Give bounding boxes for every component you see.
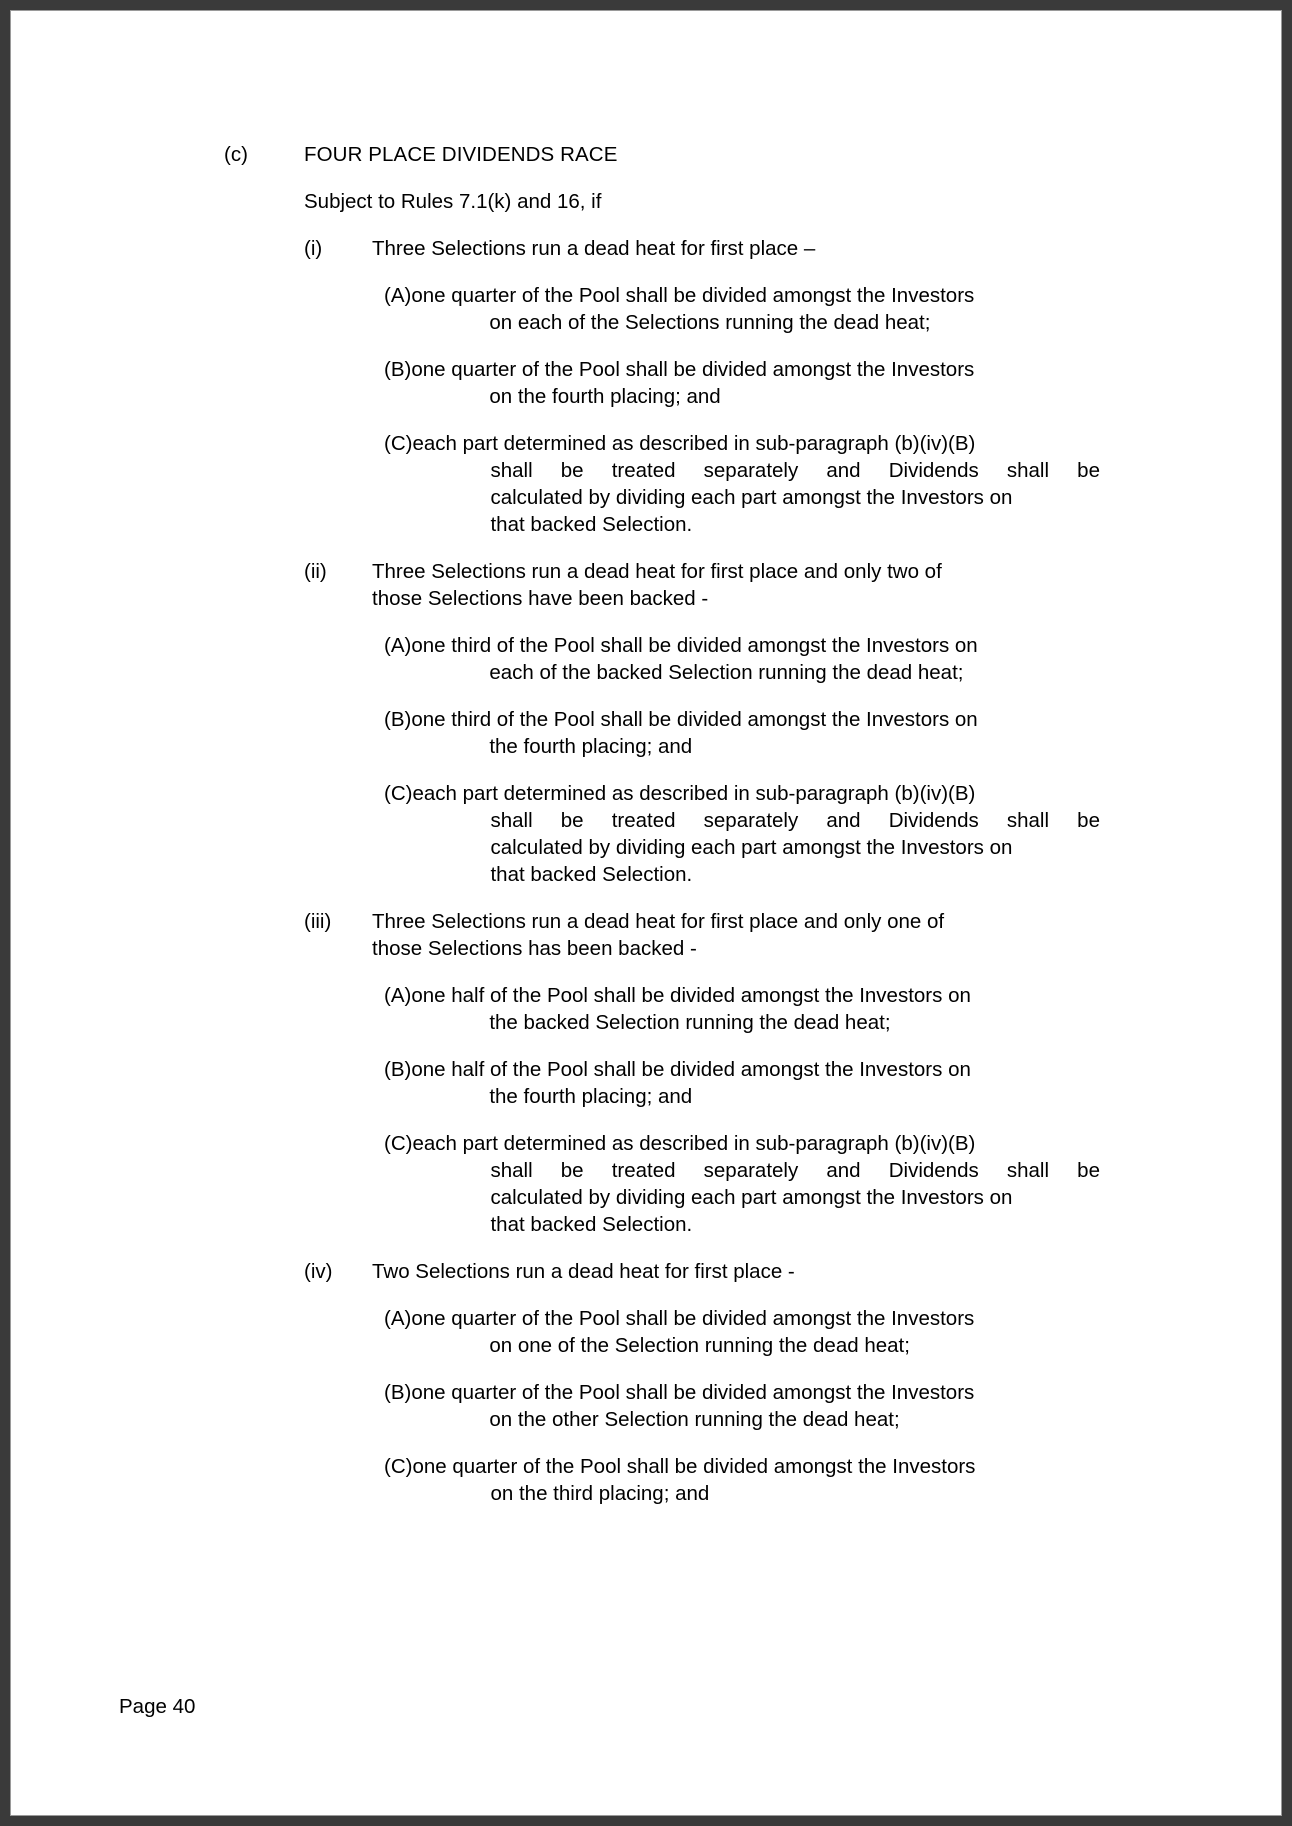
numbered-item-line: those Selections has been backed - <box>372 937 697 960</box>
sub-paragraph-line: on the third placing; and <box>490 1482 710 1505</box>
sub-paragraph-line: on each of the Selections running the dead heat; <box>489 311 931 334</box>
justified-word: and <box>826 809 861 832</box>
justified-word: shall <box>490 809 533 832</box>
sub-paragraph-line: the fourth placing; and <box>489 735 693 758</box>
sub-paragraph-line: each of the backed Selection running the dead heat; <box>489 661 964 684</box>
page-sheet <box>10 10 1282 1816</box>
page-body <box>11 11 1281 1815</box>
justified-word: be <box>1077 809 1100 832</box>
justified-word: separately <box>703 809 799 832</box>
numbered-item-marker: (i) <box>304 237 323 260</box>
sub-paragraph <box>384 430 1100 538</box>
justified-word: treated <box>611 459 676 482</box>
sub-paragraph-line: each part determined as described in sub-paragraph (b)(iv)(B) <box>412 1132 976 1155</box>
numbered-item <box>304 558 1100 612</box>
justified-word: separately <box>703 1159 799 1182</box>
numbered-item <box>304 235 1100 262</box>
sub-paragraph-text <box>411 1379 1100 1433</box>
sub-paragraph-text <box>412 780 1100 888</box>
sub-paragraph-text <box>411 706 1100 760</box>
sub-paragraph-text <box>411 632 1100 686</box>
sub-paragraph-line: on one of the Selection running the dead heat; <box>489 1334 910 1357</box>
sub-paragraph-line: one half of the Pool shall be divided amongst the Investors on <box>411 1058 971 1081</box>
numbered-item-text <box>372 908 1100 962</box>
sub-paragraph-marker: (B) <box>384 1058 412 1081</box>
sub-paragraph-text <box>411 356 1100 410</box>
sub-paragraph-text <box>411 282 1100 336</box>
sub-paragraph <box>384 1305 1100 1359</box>
clause-lead-in: Subject to Rules 7.1(k) and 16, if <box>304 190 602 213</box>
sub-paragraph-line: the fourth placing; and <box>489 1085 693 1108</box>
sub-paragraph-marker: (B) <box>384 708 412 731</box>
page-title: FOUR PLACE DIVIDENDS RACE <box>304 143 618 166</box>
numbered-item-line: Three Selections run a dead heat for first place and only one of <box>372 910 945 933</box>
clause-heading <box>224 141 1100 168</box>
sub-paragraph-line: that backed Selection. <box>490 513 693 536</box>
sub-paragraph-text <box>412 1453 1100 1507</box>
justified-word: Dividends <box>888 809 979 832</box>
numbered-item-line: Two Selections run a dead heat for first place - <box>372 1260 795 1283</box>
justified-word: shall <box>1006 459 1050 482</box>
sub-paragraph <box>384 632 1100 686</box>
sub-paragraph-line: that backed Selection. <box>490 1213 693 1236</box>
sub-paragraph-line: one half of the Pool shall be divided amongst the Investors on <box>411 984 971 1007</box>
sub-paragraph-marker: (A) <box>384 1307 412 1330</box>
justified-word: and <box>826 459 861 482</box>
sub-paragraph-text <box>411 1305 1100 1359</box>
numbered-item-line: Three Selections run a dead heat for first place – <box>372 237 816 260</box>
sub-paragraph-marker: (B) <box>384 1381 412 1404</box>
sub-paragraph-line: one quarter of the Pool shall be divided amongst the Investors <box>411 1307 975 1330</box>
justified-word: separately <box>703 459 799 482</box>
sub-paragraph-marker: (A) <box>384 984 412 1007</box>
numbered-item <box>304 908 1100 962</box>
sub-paragraph-line: that backed Selection. <box>490 863 693 886</box>
sub-paragraph-marker: (A) <box>384 284 412 307</box>
sub-paragraph-line: one quarter of the Pool shall be divided amongst the Investors <box>411 358 975 381</box>
sub-paragraph <box>384 356 1100 410</box>
justified-word: be <box>560 459 584 482</box>
justified-word: and <box>826 1159 861 1182</box>
justified-word: shall <box>490 1159 533 1182</box>
sub-paragraph-line: calculated by dividing each part amongst the Investors on <box>490 486 1013 509</box>
sub-paragraph-line <box>412 807 1100 834</box>
sub-paragraph-marker: (C) <box>384 432 413 455</box>
sub-paragraph-line: one third of the Pool shall be divided amongst the Investors on <box>411 634 978 657</box>
numbered-item-list <box>224 235 1100 1507</box>
justified-word: be <box>1077 459 1100 482</box>
numbered-item-marker: (ii) <box>304 560 327 583</box>
sub-paragraph-line: the backed Selection running the dead heat; <box>489 1011 891 1034</box>
sub-paragraph-marker: (C) <box>384 1132 413 1155</box>
numbered-item <box>304 1258 1100 1285</box>
sub-paragraph-line: on the other Selection running the dead heat; <box>489 1408 900 1431</box>
numbered-item-line: those Selections have been backed - <box>372 587 709 610</box>
sub-paragraph-line: one third of the Pool shall be divided amongst the Investors on <box>411 708 978 731</box>
justified-word: treated <box>611 1159 676 1182</box>
sub-paragraph <box>384 1379 1100 1433</box>
justified-word: Dividends <box>888 1159 979 1182</box>
sub-paragraph-text <box>412 430 1100 538</box>
numbered-item-marker: (iii) <box>304 910 332 933</box>
sub-paragraph <box>384 1056 1100 1110</box>
sub-paragraph-line: each part determined as described in sub-paragraph (b)(iv)(B) <box>412 432 976 455</box>
sub-paragraph <box>384 982 1100 1036</box>
sub-paragraph-line: one quarter of the Pool shall be divided amongst the Investors <box>411 284 975 307</box>
sub-paragraph-line: calculated by dividing each part amongst the Investors on <box>490 836 1013 859</box>
sub-paragraph <box>384 780 1100 888</box>
sub-paragraph-marker: (A) <box>384 634 412 657</box>
sub-paragraph-line: calculated by dividing each part amongst the Investors on <box>490 1186 1013 1209</box>
justified-word: Dividends <box>888 459 979 482</box>
clause-marker: (c) <box>224 143 248 166</box>
sub-paragraph-line: each part determined as described in sub-paragraph (b)(iv)(B) <box>412 782 976 805</box>
sub-paragraph-marker: (B) <box>384 358 412 381</box>
numbered-item-text <box>372 1258 1100 1285</box>
sub-paragraph-marker: (C) <box>384 1455 413 1478</box>
sub-paragraph-line <box>412 1157 1100 1184</box>
sub-paragraph-text <box>411 982 1100 1036</box>
numbered-item-text <box>372 558 1100 612</box>
sub-paragraph-marker: (C) <box>384 782 413 805</box>
justified-word: be <box>560 1159 584 1182</box>
sub-paragraph-line <box>412 457 1100 484</box>
justified-word: shall <box>1006 809 1050 832</box>
justified-word: shall <box>490 459 533 482</box>
justified-word: treated <box>611 809 676 832</box>
sub-paragraph-line: one quarter of the Pool shall be divided amongst the Investors <box>411 1381 975 1404</box>
numbered-item-marker: (iv) <box>304 1260 333 1283</box>
document-content <box>224 141 1100 1507</box>
justified-word: shall <box>1006 1159 1050 1182</box>
sub-paragraph <box>384 706 1100 760</box>
sub-paragraph <box>384 1453 1100 1507</box>
sub-paragraph <box>384 282 1100 336</box>
numbered-item-text <box>372 235 1100 262</box>
justified-word: be <box>1077 1159 1100 1182</box>
sub-paragraph-text <box>411 1056 1100 1110</box>
justified-word: be <box>560 809 584 832</box>
page-footer: Page 40 <box>119 1695 196 1718</box>
sub-paragraph-text <box>412 1130 1100 1238</box>
sub-paragraph-line: one quarter of the Pool shall be divided amongst the Investors <box>412 1455 976 1478</box>
sub-paragraph-line: on the fourth placing; and <box>489 385 721 408</box>
sub-paragraph <box>384 1130 1100 1238</box>
numbered-item-line: Three Selections run a dead heat for first place and only two of <box>372 560 942 583</box>
